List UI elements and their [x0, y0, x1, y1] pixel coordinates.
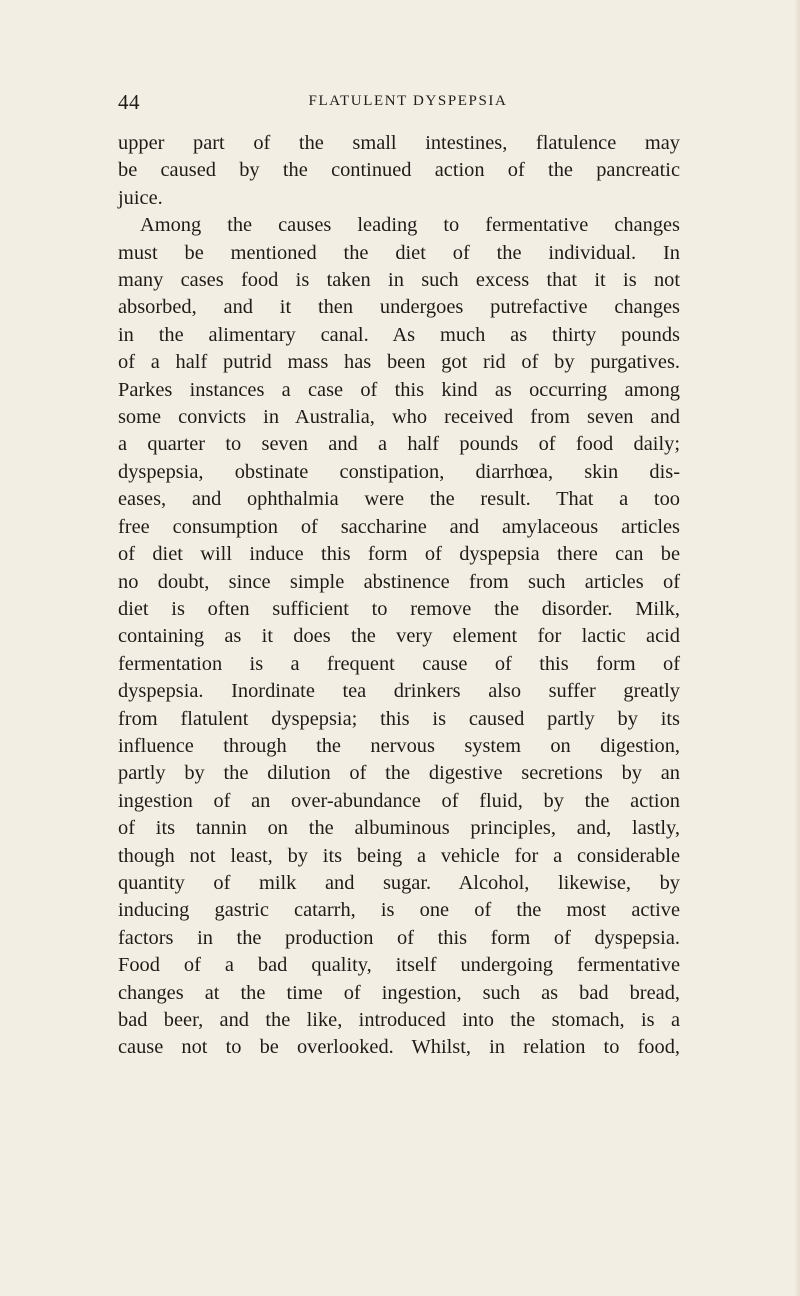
body-text	[118, 130, 680, 1062]
text-line-26: of its tannin on the albuminous principles, and, lastly,	[118, 817, 680, 840]
text-line-32: changes at the time of ingestion, such as bad bread,	[118, 981, 680, 1004]
text-line-31: Food of a bad quality, itself undergoing fermentative	[118, 954, 680, 977]
text-line-18: diet is often sufficient to remove the disorder. Milk,	[118, 597, 680, 620]
text-line-9: of a half putrid mass has been got rid of by purgatives.	[118, 351, 680, 374]
text-line-2: be caused by the continued action of the pancreatic	[118, 159, 680, 182]
text-line-30: factors in the production of this form of dyspepsia.	[118, 926, 680, 949]
text-line-4: Among the causes leading to fermentative changes	[140, 214, 680, 237]
text-line-7: absorbed, and it then undergoes putrefactive changes	[118, 296, 680, 319]
text-line-14: eases, and ophthalmia were the result. That a too	[118, 488, 680, 511]
text-line-10: Parkes instances a case of this kind as occurring among	[118, 378, 680, 401]
text-line-6: many cases food is taken in such excess that it is not	[118, 269, 680, 292]
text-line-13: dyspepsia, obstinate constipation, diarrhœa, skin dis-	[118, 460, 680, 483]
text-line-12: a quarter to seven and a half pounds of food daily;	[118, 433, 680, 456]
page-edge-shadow	[794, 0, 800, 1296]
text-line-8: in the alimentary canal. As much as thirty pounds	[118, 323, 680, 346]
text-line-24: partly by the dilution of the digestive secretions by an	[118, 762, 680, 785]
text-line-23: influence through the nervous system on digestion,	[118, 734, 680, 757]
text-line-21: dyspepsia. Inordinate tea drinkers also suffer greatly	[118, 680, 680, 703]
running-head	[118, 90, 680, 114]
text-line-20: fermentation is a frequent cause of this form of	[118, 652, 680, 675]
text-line-15: free consumption of saccharine and amylaceous articles	[118, 515, 680, 538]
text-line-22: from flatulent dyspepsia; this is caused partly by its	[118, 707, 680, 730]
page-number: 44	[118, 90, 140, 114]
text-line-5: must be mentioned the diet of the individual. In	[118, 241, 680, 264]
text-line-3: juice.	[118, 186, 163, 209]
text-line-33: bad beer, and the like, introduced into the stomach, is a	[118, 1009, 680, 1031]
text-line-29: inducing gastric catarrh, is one of the most active	[118, 899, 680, 922]
text-line-28: quantity of milk and sugar. Alcohol, likewise, by	[118, 871, 680, 894]
text-line-34: cause not to be overlooked. Whilst, in relation to food,	[118, 1036, 680, 1059]
text-line-17: no doubt, since simple abstinence from such articles of	[118, 570, 680, 593]
running-title: FLATULENT DYSPEPSIA	[308, 93, 508, 109]
text-line-11: some convicts in Australia, who received from seven and	[118, 406, 680, 429]
text-line-25: ingestion of an over-abundance of fluid, by the action	[118, 789, 680, 812]
text-line-27: though not least, by its being a vehicle for a considerable	[118, 844, 680, 867]
text-line-19: containing as it does the very element for lactic acid	[118, 625, 680, 648]
text-line-16: of diet will induce this form of dyspepsia there can be	[118, 543, 680, 566]
text-line-1: upper part of the small intestines, flatulence may	[118, 132, 680, 154]
